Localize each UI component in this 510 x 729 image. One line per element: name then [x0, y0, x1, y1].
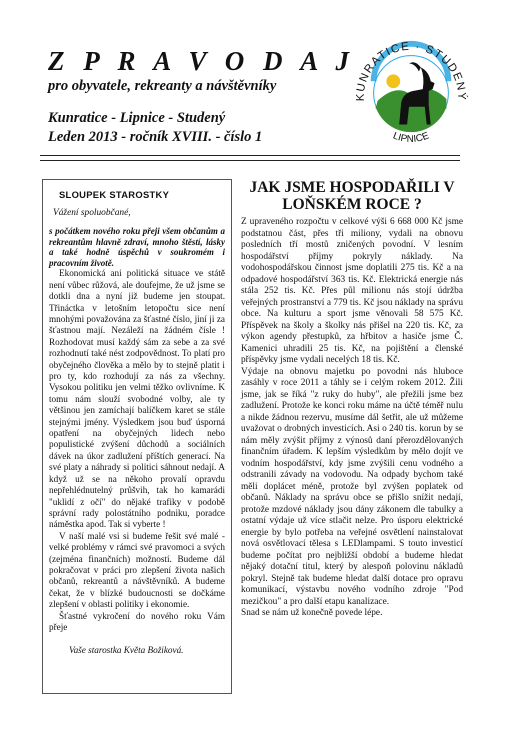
mayor-paragraph-2: V naší malé vsi si budeme řešit své malé - velké problémy v rámci své pravomoci a svých (zejména finančních) možností. Budeme dál pokračovat v práci pro zlepšení života našich občanů, rekreantů a návštěvníků. A budeme čekat, že v blízké budoucnosti se dočkáme zlepšení v oblasti politiky i ekonomie. — [49, 530, 225, 610]
mayor-paragraph-3: Šťastné vykročení do nového roku Vám přeje — [49, 610, 225, 632]
budget-article — [241, 179, 463, 620]
mayor-column-heading: SLOUPEK STAROSTKY — [59, 189, 170, 200]
budget-paragraph-3: Snad se nám už konečně povede lépe. — [241, 608, 383, 618]
header-divider-bottom — [40, 160, 460, 161]
svg-text:LIPNICE: LIPNICE — [391, 130, 431, 146]
greeting: Vážení spoluobčané, — [53, 208, 131, 218]
newsletter-subtitle: pro obyvatele, rekreanty a návštěvníky — [48, 78, 277, 94]
mayor-paragraph-1: Ekonomická ani politická situace ve státě není vůbec růžová, ale doufejme, že už jsme se dotkli dna a nyní již budeme jen stoupat. Třináctka v letošním letopočtu sice není mnohými považována za šťastné číslo, jiní ji za šťastnou mají. Nezáleží na žádném čísle ! Rozhodovat musí každý sám za sebe a za své rozhodnutí také nést zodpovědnost. To platí pro obyčejného člověka a mělo by to stejně platit i pro ty, kdo rozhodují za nás za všechny. Vysokou politiku jen velmi těžko ovlivníme. K tomu nám slouží svobodné volby, ale ty většinou jen zamíchají balíčkem karet se stále stejnými jmény. Výsledkem jsou buď úsporná opatření na obyčejných lidech nebo populistické zvýšení důchodů a sociálních dávek na úkor zadlužení příštích generací. Na své platy a náhrady si politici sáhnout nedají. A když už se na někoho provalí opravdu nepřehlédnutelný průšvih, tak ho kamarádi "uklidí z očí" do nějaké trafiky v podobě správní rady polostátního podniku, poradce náměstka apod. Tak si vyberte ! — [49, 268, 225, 530]
issue-line: Leden 2013 - ročník XVIII. - číslo 1 — [48, 129, 263, 145]
new-year-wish: s počátkem nového roku přeji všem občanům a rekreantům hlavně zdraví, mnoho štěstí, lásky a také hodně úspěchů v soukromém i pracovním životě. — [49, 226, 225, 268]
header-divider-top — [40, 155, 460, 156]
budget-paragraph-1: Z upraveného rozpočtu v celkové výši 6 668 000 Kč jsme podstatnou část, přes tři miliony, vydali na obnovu posledních tří mostů zničených povodní. V lesním hospodářství příjmy pokryly náklady. Na vodohospodářskou činnost jsme doplatili 275 tis. Kč a na odpadové hospodářství 363 tis. Kč. Elektrická energie nás stála 252 tis. Kč. Přes půl milionu nás stojí údržba veřejných prostranství a 779 tis. Kč jsou náklady na správu obce. Na kulturu a sport jsme věnovali 58 575 Kč. Příspěvek na školy a školky nás přišel na 220 tis. Kč, za výkon agendy přestupků, za hřbitov a hasiče jsme Č. Kamenici uhradili 25 tis. Kč, na pojištění a členské příspěvky jsme vydali necelých 18 tis. Kč. — [241, 217, 463, 365]
mayor-signature: Vaše starostka Květa Božiková. — [69, 645, 184, 656]
budget-article-heading: JAK JSME HOSPODAŘILI V LOŇSKÉM ROCE ? — [249, 179, 455, 213]
village-emblem-logo — [352, 34, 470, 152]
budget-paragraph-2: Výdaje na obnovu majetku po povodni nás hluboce zasáhly v roce 2011 a táhly se i celým rokem 2012. Žili jsme, jak se říká "z ruky do huby", ale přežili jsme bez zadlužení. Protože ke konci roku máme na účtě téměř nulu a nikde žádnou rezervu, musíme dál šetřit, ale už můžeme uvažovat o drobných investicích. Asi o 240 tis. korun by se nám měly zvýšit příjmy z výnosů daní přerozdělovaných finančním úřadem. K lepším výsledkům by mělo dojít ve vodním hospodářství, kdy jsme zvýšili cenu vodného a odstranili závady na vodovodu. Na odpady bychom také měli doplácet méně, protože byl zvýšen poplatek od občanů. Náklady na správu obce se přišlo snížit nedají, protože mzdové náklady jsou dány zákonem dle tabulky a ostatní výdaje už více stlačit nelze. Pro úsporu elektrické energie by bylo potřeba na veřejné osvětlení nainstalovat nová osvětlovací tělesa s LEDlampami. S touto investicí budeme počítat pro nejbližší období a budeme hledat nějaký dotační titul, který by alespoň polovinu nákladů pokryl. Stejně tak budeme hledat další dotace pro opravu komunikací, výstavbu nového vodního zdroje "Pod mezičkou" a pro další etapu kanalizace. — [241, 366, 463, 607]
mayor-column-box — [42, 179, 232, 694]
newsletter-title: Z P R A V O D A J — [48, 46, 356, 76]
villages-line: Kunratice - Lipnice - Studený — [48, 110, 226, 126]
svg-text:KUNRATICE · STUDENÝ: KUNRATICE · STUDENÝ — [354, 40, 468, 102]
